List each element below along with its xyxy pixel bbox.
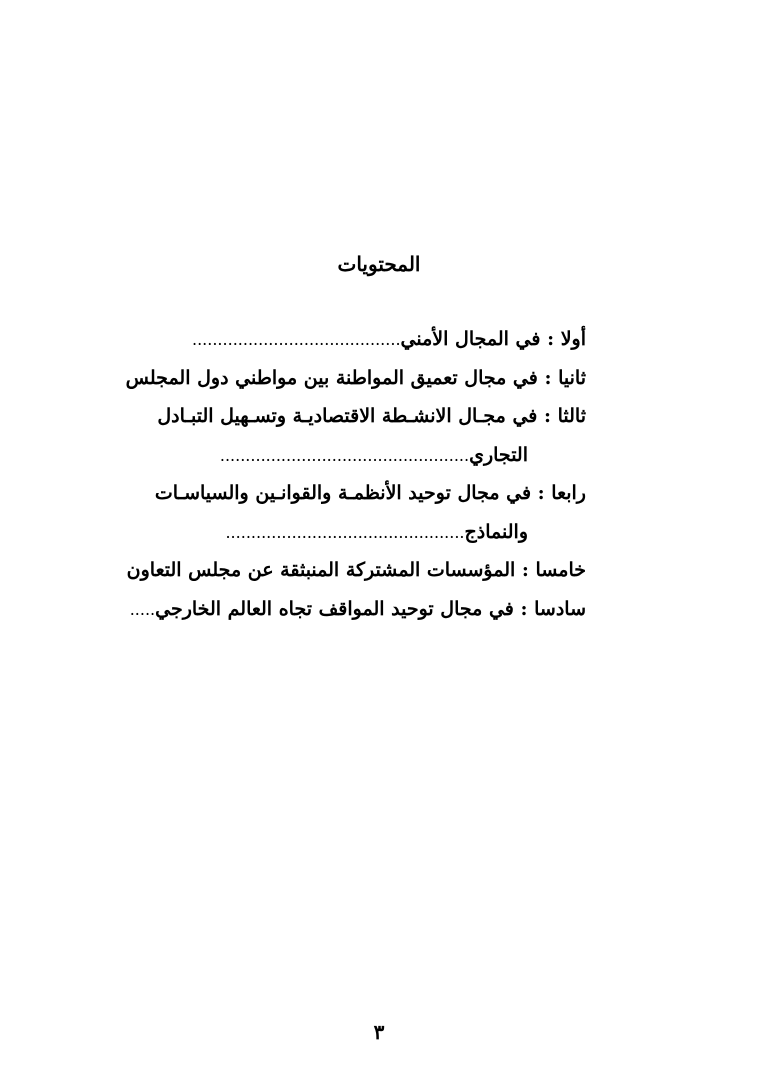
toc-line-text: خامسا : المؤسسات المشتركة المنبثقة عن مجلس التعاون <box>126 559 586 581</box>
toc-line-6 <box>216 513 586 552</box>
toc-line-text: ثانيا : في مجال تعميق المواطنة بين مواطني دول المجلس <box>125 366 586 389</box>
table-of-contents <box>125 320 586 628</box>
toc-line-text: التجاري <box>469 443 528 466</box>
toc-line-5 <box>154 474 586 513</box>
toc-dot-leader: ............................................... <box>225 522 465 542</box>
toc-line-text: أولا : في المجال الأمني <box>400 328 586 350</box>
toc-line-text: رابعا : في مجال توحيد الأنظمـة والقوانـين والسياسـات <box>154 482 586 504</box>
toc-line-text: والنماذج <box>464 520 528 543</box>
toc-line-1 <box>192 320 586 359</box>
page-title: المحتويات <box>337 252 421 276</box>
toc-line-4 <box>216 436 586 475</box>
toc-dot-leader: ................................................. <box>219 445 470 465</box>
toc-dot-leader: ......................................... <box>192 330 401 349</box>
toc-line-text: ثالثا : في مجـال الانشـطة الاقتصاديـة وتسـهيل التبـادل <box>157 405 586 427</box>
toc-dot-leader: ..... <box>129 599 156 619</box>
page-number: ٣ <box>373 1020 385 1044</box>
toc-line-3 <box>157 397 586 436</box>
toc-line-7 <box>126 551 586 590</box>
toc-line-2 <box>125 359 586 398</box>
toc-line-8 <box>129 590 586 629</box>
toc-line-text: سادسا : في مجال توحيد المواقف تجاه العالم الخارجي <box>155 597 586 620</box>
